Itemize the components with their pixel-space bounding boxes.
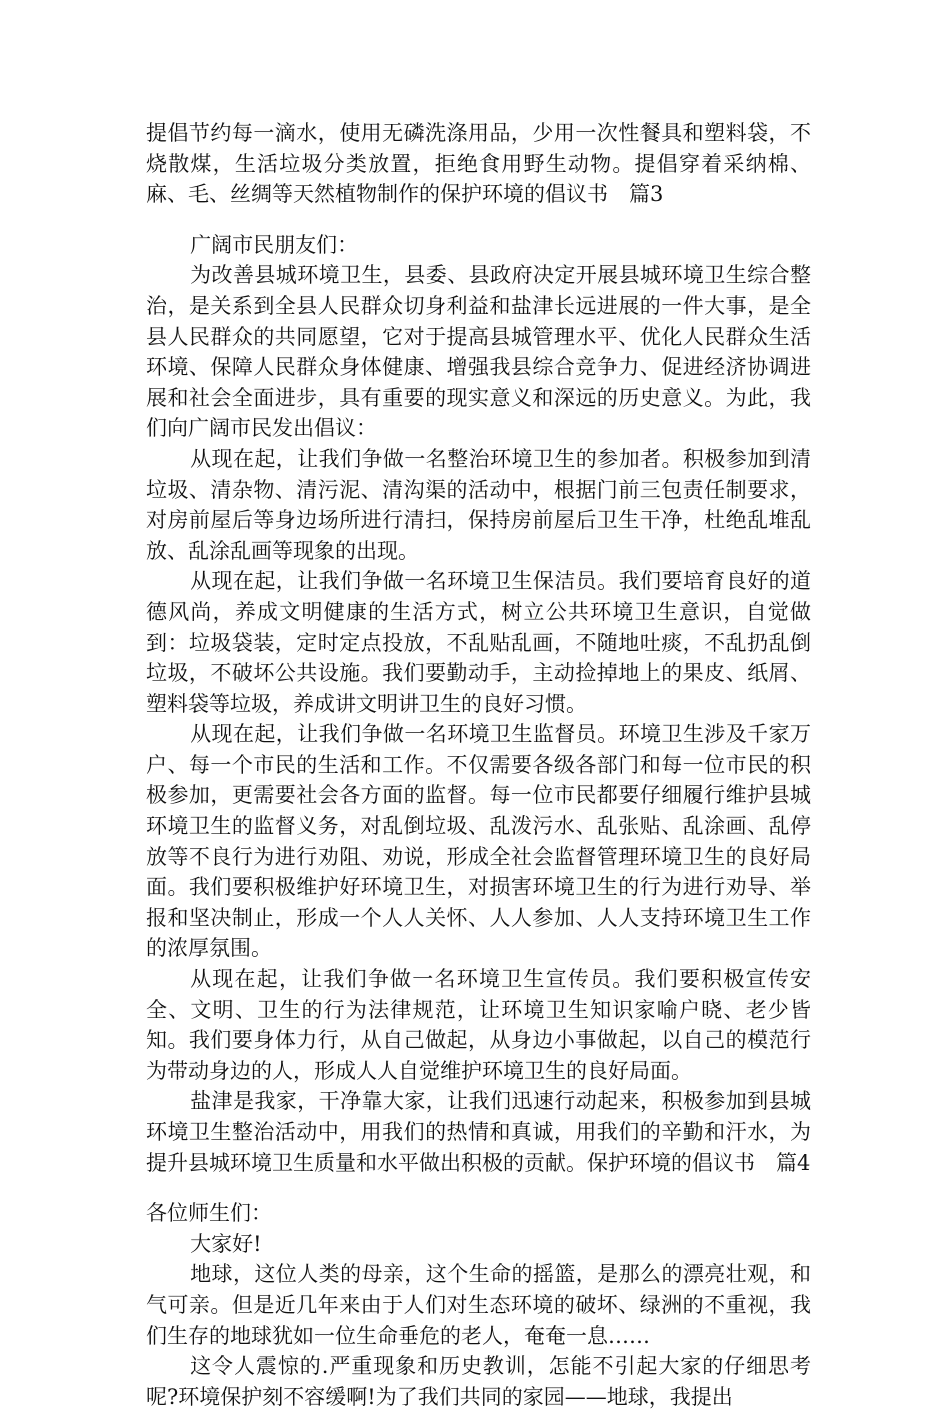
paragraph: 为改善县城环境卫生，县委、县政府决定开展县城环境卫生综合整治，是关系到全县人民群众切身利益和盐津长远进展的一件大事，是全县人民群众的共同愿望，它对于提高县城管理水平、优化人民群众生活环境、保障人民群众身体健康、增强我县综合竞争力、促进经济协调进展和社会全面进步，具有重要的现实意义和深远的历史意义。为此，我们向广阔市民发出倡议： bbox=[146, 263, 811, 441]
paragraph: 提倡节约每一滴水，使用无磷洗涤用品，少用一次性餐具和塑料袋，不烧散煤，生活垃圾分类放置，拒绝食用野生动物。提倡穿着采纳棉、麻、毛、丝绸等天然植物制作的保护环境的倡议书 篇3 bbox=[146, 121, 811, 207]
paragraph: 从现在起，让我们争做一名环境卫生保洁员。我们要培育良好的道德风尚，养成文明健康的生活方式，树立公共环境卫生意识，自觉做到：垃圾袋装，定时定点投放，不乱贴乱画，不随地吐痰，不乱扔乱倒垃圾，不破坏公共设施。我们要勤动手，主动捡掉地上的果皮、纸屑、塑料袋等垃圾，养成讲文明讲卫生的良好习惯。 bbox=[146, 569, 811, 716]
salutation: 广阔市民朋友们： bbox=[190, 232, 359, 257]
paragraph: 从现在起，让我们争做一名环境卫生监督员。环境卫生涉及千家万户、每一个市民的生活和工作。不仅需要各级各部门和每一位市民的积极参加，更需要社会各方面的监督。每一位市民都要仔细履行维护县城环境卫生的监督义务，对乱倒垃圾、乱泼污水、乱张贴、乱涂画、乱停放等不良行为进行劝阻、劝说，形成全社会监督管理环境卫生的良好局面。我们要积极维护好环境卫生，对损害环境卫生的行为进行劝导、举报和坚决制止，形成一个人人关怀、人人参加、人人支持环境卫生工作的浓厚氛围。 bbox=[146, 722, 811, 961]
document-body bbox=[146, 118, 811, 1412]
paragraph-gap bbox=[146, 210, 811, 230]
paragraph: 从现在起，让我们争做一名环境卫生宣传员。我们要积极宣传安全、文明、卫生的行为法律规范，让环境卫生知识家喻户晓、老少皆知。我们要身体力行，从自己做起，从身边小事做起，以自己的模范行为带动身边的人，形成人人自觉维护环境卫生的良好局面。 bbox=[146, 967, 811, 1083]
paragraph: 这令人震惊的.严重现象和历史教训，怎能不引起大家的仔细思考呢?环境保护刻不容缓啊!为了我们共同的家园——地球，我提出 bbox=[146, 1354, 811, 1409]
paragraph: 盐津是我家，干净靠大家，让我们迅速行动起来，积极参加到县城环境卫生整治活动中，用我们的热情和真诚，用我们的辛勤和汗水，为提升县城环境卫生质量和水平做出积极的贡献。保护环境的倡议书 篇4 bbox=[146, 1089, 811, 1175]
paragraph: 地球，这位人类的母亲，这个生命的摇篮，是那么的漂亮壮观，和气可亲。但是近几年来由于人们对生态环境的破坏、绿洲的不重视，我们生存的地球犹如一位生命垂危的老人，奄奄一息…… bbox=[146, 1262, 811, 1348]
paragraph: 从现在起，让我们争做一名整治环境卫生的参加者。积极参加到清垃圾、清杂物、清污泥、清沟渠的活动中，根据门前三包责任制要求，对房前屋后等身边场所进行清扫，保持房前屋后卫生干净，杜绝乱堆乱放、乱涂乱画等现象的出现。 bbox=[146, 446, 811, 563]
paragraph-gap bbox=[146, 1178, 811, 1198]
greeting: 大家好! bbox=[190, 1231, 262, 1256]
salutation: 各位师生们： bbox=[146, 1201, 272, 1226]
